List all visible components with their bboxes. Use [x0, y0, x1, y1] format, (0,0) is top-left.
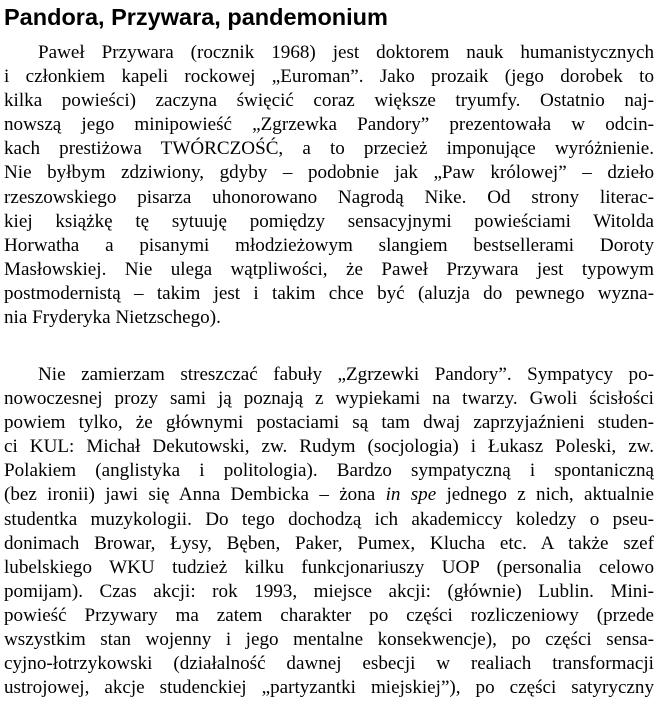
text-line: Polakiem (anglistyka i politologia). Bardzo sympatyczną i spontaniczną: [4, 460, 654, 482]
text-line: kach prestiżowa TWÓRCZOŚĆ, a to przecież imponujące wyróżnienie.: [4, 138, 654, 160]
paragraph-1: [4, 41, 654, 330]
text-line: studentka muzykologii. Do tego dochodzą ich akademiccy koledzy o pseu-: [4, 508, 654, 530]
text-line: kilka powieści) zaczyna święcić coraz większe tryumfy. Ostatnio naj-: [4, 90, 654, 112]
text-line: ustrojowej, akcje studenckiej „partyzantki miejskiej”), po części satyryczny: [4, 677, 654, 699]
text-line: rzeszowskiego pisarza uhonorowano Nagrodą Nike. Od strony literac-: [4, 186, 654, 208]
text-line: i członkiem kapeli rockowej „Euroman”. Jako prozaik (jego dorobek to: [4, 66, 654, 88]
paragraph-2: [4, 363, 654, 700]
text-line: Masłowskiej. Nie ulega wątpliwości, że Paweł Przywara jest typowym: [4, 258, 654, 280]
text-line: postmodernistą – takim jest i takim chce być (aluzja do pewnego wyzna-: [4, 282, 654, 304]
text-line: Nie byłbym zdziwiony, gdyby – podobnie jak „Paw królowej” – dzieło: [4, 162, 654, 184]
text-line: Nie zamierzam streszczać fabuły „Zgrzewki Pandory”. Sympatycy po-: [38, 364, 654, 385]
text-line-with-italic: [4, 483, 654, 507]
text-line: nowszą jego minipowieść „Zgrzewka Pandory” prezentowała w odcin-: [4, 114, 654, 136]
article-title: Pandora, Przywara, pandemonium: [4, 4, 388, 30]
text-line: Horwatha a pisanymi młodzieżowym slangiem bestsellerami Doroty: [4, 234, 654, 256]
text-fragment: jednego z nich, aktualnie: [436, 484, 654, 506]
text-line: lubelskiego WKU tudzież kilku funkcjonariuszy UOP (personalia celowo: [4, 556, 654, 578]
text-line: cyjno-łotrzykowski (działalność dawnej esbecji w realiach transformacji: [4, 653, 654, 675]
text-line: kiej książkę tę sytuuję pomiędzy sensacyjnymi powieściami Witolda: [4, 210, 654, 232]
text-fragment: (bez ironii) jawi się Anna Dembicka – żona: [4, 484, 386, 506]
text-line: Paweł Przywara (rocznik 1968) jest doktorem nauk humanistycznych: [38, 42, 654, 63]
italic-phrase: in spe: [385, 484, 437, 506]
text-line: donimach Browar, Łysy, Bęben, Paker, Pumex, Klucha etc. A także szef: [4, 532, 654, 554]
text-line: ci KUL: Michał Dekutowski, zw. Rudym (socjologia) i Łukasz Poleski, zw.: [4, 436, 654, 458]
text-line: pomijam). Czas akcji: rok 1993, miejsce akcji: (głównie) Lublin. Mini-: [4, 580, 654, 602]
text-line: nowoczesnej prozy sami ją poznają z wypiekami na twarzy. Gwoli ścisłości: [4, 388, 654, 410]
text-line: powiem tylko, że głównymi postaciami są tam dwaj zaprzyjaźnieni studen-: [4, 412, 654, 434]
text-line: powieść Przywary ma zatem charakter po części rozliczeniowy (przede: [4, 604, 654, 626]
text-line: nia Fryderyka Nietzschego).: [4, 307, 221, 329]
text-line: wszystkim stan wojenny i jego mentalne konsekwencje), po części sensa-: [4, 629, 654, 651]
